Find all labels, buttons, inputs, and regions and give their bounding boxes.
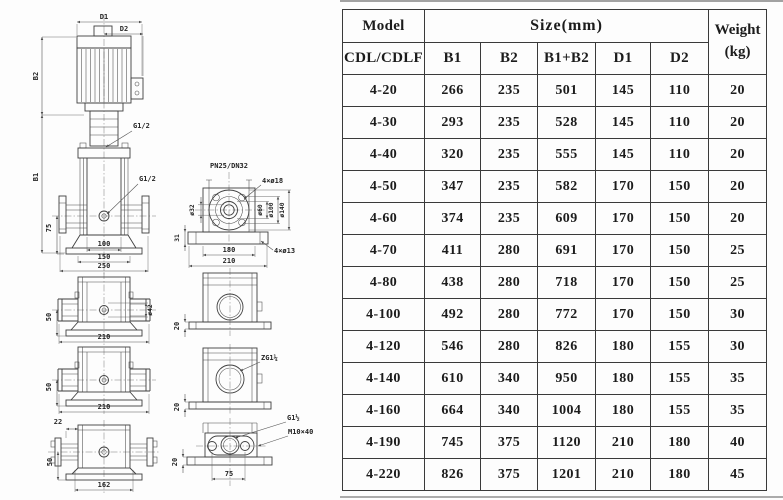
cell-weight: 20: [709, 203, 767, 235]
support-view-1: [45, 272, 156, 345]
label-dia60: ø60: [257, 204, 264, 216]
label-bolt-base: 4×ø13: [274, 247, 296, 255]
cell-b2: 340: [481, 363, 538, 395]
label-75: 75: [45, 223, 53, 233]
cell-d2: 150: [651, 267, 709, 299]
cell-b1b2: 1004: [538, 395, 596, 427]
label-dia42: ø42: [147, 304, 154, 316]
label-210-top: 210: [222, 257, 236, 265]
label-dia140: ø140: [279, 202, 286, 218]
cell-weight: 25: [709, 235, 767, 267]
header-d1: D1: [596, 43, 651, 75]
cell-d2: 180: [651, 427, 709, 459]
cell-d2: 110: [651, 139, 709, 171]
cell-b1b2: 718: [538, 267, 596, 299]
label-l3-22: 22: [53, 418, 63, 426]
cell-weight: 30: [709, 331, 767, 363]
header-size-group: Size(mm): [425, 10, 709, 43]
cell-weight: 25: [709, 267, 767, 299]
port-view-1: [173, 268, 271, 337]
label-150: 150: [97, 253, 111, 261]
label-l3-162: 162: [97, 481, 111, 489]
cell-b1b2: 555: [538, 139, 596, 171]
cell-model: 4-100: [343, 299, 425, 331]
cell-d2: 110: [651, 107, 709, 139]
cell-b1: 293: [425, 107, 481, 139]
drawing-panel: [0, 0, 340, 500]
cell-weight: 20: [709, 75, 767, 107]
cell-model: 4-120: [343, 331, 425, 363]
cell-model: 4-160: [343, 395, 425, 427]
page-edge-line-top: [340, 0, 783, 2]
cell-d1: 170: [596, 299, 651, 331]
cell-b2: 280: [481, 299, 538, 331]
cell-b2: 280: [481, 331, 538, 363]
table-row: [343, 107, 767, 139]
cell-b1b2: 691: [538, 235, 596, 267]
cell-d2: 180: [651, 459, 709, 491]
cell-d1: 210: [596, 459, 651, 491]
page-edge-line-bottom: [340, 496, 783, 498]
cell-model: 4-190: [343, 427, 425, 459]
cell-d2: 155: [651, 363, 709, 395]
cell-weight: 30: [709, 299, 767, 331]
cell-b2: 375: [481, 427, 538, 459]
cell-model: 4-70: [343, 235, 425, 267]
header-b2: B2: [481, 43, 538, 75]
cell-b1: 374: [425, 203, 481, 235]
label-r3-75: 75: [224, 470, 234, 478]
header-weight: [709, 10, 767, 75]
cell-b2: 235: [481, 171, 538, 203]
label-b1: B1: [32, 172, 40, 182]
table-row: [343, 267, 767, 299]
cell-b1: 438: [425, 267, 481, 299]
table-row: [343, 203, 767, 235]
cell-model: 4-30: [343, 107, 425, 139]
table-row: [343, 363, 767, 395]
cell-model: 4-140: [343, 363, 425, 395]
table-row: [343, 139, 767, 171]
label-d2: D2: [119, 25, 129, 33]
label-l3-50: 50: [46, 457, 54, 467]
cell-d1: 145: [596, 75, 651, 107]
table-row: [343, 299, 767, 331]
cell-d2: 150: [651, 171, 709, 203]
support-view-2: [45, 347, 156, 414]
cell-b2: 235: [481, 75, 538, 107]
table-row: [343, 395, 767, 427]
cell-model: 4-50: [343, 171, 425, 203]
cell-d1: 180: [596, 331, 651, 363]
label-l1-210: 210: [97, 333, 111, 341]
cell-d1: 170: [596, 267, 651, 299]
label-l2-210: 210: [97, 403, 111, 411]
cell-model: 4-220: [343, 459, 425, 491]
cell-b1b2: 826: [538, 331, 596, 363]
dimensions-table: [342, 9, 767, 491]
cell-b1: 664: [425, 395, 481, 427]
label-port-mid: G1/2: [139, 175, 156, 183]
cell-b1: 320: [425, 139, 481, 171]
cell-b1: 266: [425, 75, 481, 107]
cell-d2: 110: [651, 75, 709, 107]
cell-b1: 546: [425, 331, 481, 363]
header-weight-line1: Weight: [714, 22, 761, 39]
label-dia32: ø32: [189, 204, 196, 216]
cell-weight: 35: [709, 363, 767, 395]
cell-b2: 235: [481, 139, 538, 171]
cell-b1b2: 1120: [538, 427, 596, 459]
cell-b1: 610: [425, 363, 481, 395]
label-dia100: ø100: [268, 202, 275, 218]
cell-b1b2: 1201: [538, 459, 596, 491]
cell-weight: 20: [709, 171, 767, 203]
flange-top-view: [174, 162, 295, 268]
port-view-2: [173, 344, 278, 417]
header-weight-line2: (kg): [724, 44, 751, 60]
cell-model: 4-60: [343, 203, 425, 235]
cell-model: 4-40: [343, 139, 425, 171]
cell-d2: 150: [651, 299, 709, 331]
cell-d1: 145: [596, 139, 651, 171]
cell-weight: 20: [709, 139, 767, 171]
cell-b2: 280: [481, 235, 538, 267]
main-front-view: [32, 13, 156, 276]
table-row: [343, 459, 767, 491]
cell-d1: 170: [596, 171, 651, 203]
cell-d1: 210: [596, 427, 651, 459]
cell-d1: 145: [596, 107, 651, 139]
label-l2-50: 50: [45, 382, 53, 392]
label-m10-bolt: M10×40: [288, 428, 314, 436]
port-view-3: [171, 414, 313, 486]
support-view-3: [46, 418, 160, 494]
label-180: 180: [222, 246, 236, 254]
label-flange-spec: PN25/DN32: [210, 162, 248, 170]
cell-weight: 35: [709, 395, 767, 427]
label-250: 250: [97, 262, 111, 270]
cell-b2: 340: [481, 395, 538, 427]
table-row: [343, 75, 767, 107]
cell-b1b2: 772: [538, 299, 596, 331]
label-r2-20: 20: [173, 402, 181, 412]
cell-d2: 155: [651, 331, 709, 363]
label-31: 31: [174, 234, 181, 242]
cell-weight: 40: [709, 427, 767, 459]
cell-model: 4-80: [343, 267, 425, 299]
header-d2: D2: [651, 43, 709, 75]
cell-d2: 150: [651, 203, 709, 235]
cell-weight: 20: [709, 107, 767, 139]
label-100: 100: [97, 240, 111, 248]
label-g-port: G1½: [287, 414, 300, 422]
cell-b2: 235: [481, 203, 538, 235]
table-row: [343, 331, 767, 363]
label-bolt-flange: 4×ø18: [262, 177, 284, 185]
cell-d1: 180: [596, 363, 651, 395]
pump-technical-drawing: [0, 0, 340, 500]
cell-d1: 170: [596, 235, 651, 267]
cell-d1: 170: [596, 203, 651, 235]
cell-d2: 155: [651, 395, 709, 427]
label-b2: B2: [32, 71, 40, 81]
label-r3-20: 20: [171, 457, 179, 467]
label-port-top: G1/2: [133, 122, 150, 130]
label-l1-50: 50: [45, 312, 53, 322]
motor-junction-box: [131, 78, 143, 99]
label-r1-20: 20: [173, 321, 181, 331]
cell-b2: 235: [481, 107, 538, 139]
table-row: [343, 171, 767, 203]
header-b1: B1: [425, 43, 481, 75]
label-zg-port: ZG1¼: [261, 354, 278, 362]
header-model-sub: CDL/CDLF: [343, 43, 425, 75]
cell-b1b2: 501: [538, 75, 596, 107]
header-model: Model: [343, 10, 425, 43]
cell-b1: 347: [425, 171, 481, 203]
table-panel: [340, 0, 783, 500]
cell-b1: 411: [425, 235, 481, 267]
cell-d1: 180: [596, 395, 651, 427]
cell-weight: 45: [709, 459, 767, 491]
table-row: [343, 235, 767, 267]
table-row: [343, 427, 767, 459]
cell-b1b2: 950: [538, 363, 596, 395]
cell-b1b2: 582: [538, 171, 596, 203]
cell-b1b2: 609: [538, 203, 596, 235]
cell-model: 4-20: [343, 75, 425, 107]
cell-b2: 375: [481, 459, 538, 491]
cell-b2: 280: [481, 267, 538, 299]
cell-b1: 745: [425, 427, 481, 459]
cell-d2: 150: [651, 235, 709, 267]
header-b1b2: B1+B2: [538, 43, 596, 75]
cell-b1: 826: [425, 459, 481, 491]
cell-b1: 492: [425, 299, 481, 331]
cell-b1b2: 528: [538, 107, 596, 139]
label-d1: D1: [99, 13, 109, 21]
